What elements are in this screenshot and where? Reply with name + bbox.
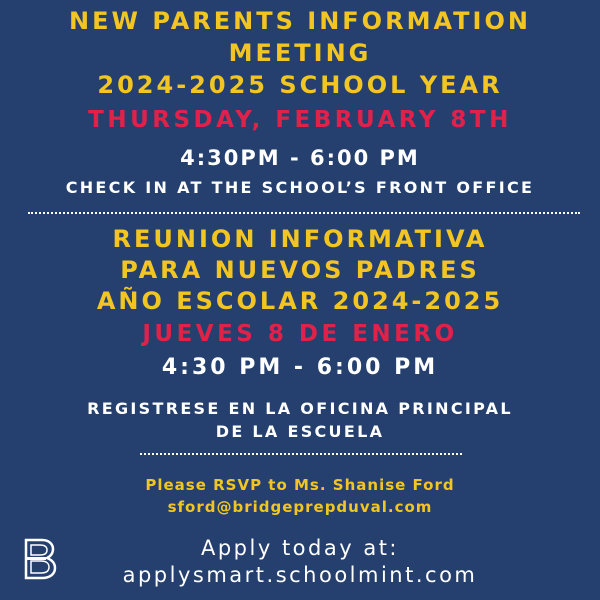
spanish-checkin-line1: REGISTRESE EN LA OFICINA PRINCIPAL xyxy=(87,399,513,418)
rsvp-divider xyxy=(140,453,462,455)
rsvp-email[interactable]: sford@bridgeprepduval.com xyxy=(167,498,433,516)
spanish-date: JUEVES 8 DE ENERO xyxy=(142,321,458,347)
english-title-line1: NEW PARENTS INFORMATION xyxy=(69,7,531,35)
english-title-line3: 2024-2025 SCHOOL YEAR xyxy=(97,71,503,99)
spanish-title-line1: REUNION INFORMATIVA xyxy=(112,225,488,253)
english-time: 4:30PM - 6:00 PM xyxy=(180,146,420,170)
english-date: THURSDAY, FEBRUARY 8TH xyxy=(88,107,512,133)
spanish-title-line3: AÑO ESCOLAR 2024-2025 xyxy=(96,287,504,315)
spanish-title-line2: PARA NUEVOS PADRES xyxy=(120,256,480,284)
english-title-line2: MEETING xyxy=(228,39,372,67)
rsvp-text: Please RSVP to Ms. Shanise Ford xyxy=(145,476,455,494)
spanish-time: 4:30 PM - 6:00 PM xyxy=(161,355,439,380)
section-divider xyxy=(28,212,580,214)
spanish-checkin-line2: DE LA ESCUELA xyxy=(215,422,385,441)
apply-label: Apply today at: xyxy=(200,536,400,560)
apply-url[interactable]: applysmart.schoolmint.com xyxy=(122,563,478,587)
english-checkin: CHECK IN AT THE SCHOOL’S FRONT OFFICE xyxy=(65,178,535,197)
